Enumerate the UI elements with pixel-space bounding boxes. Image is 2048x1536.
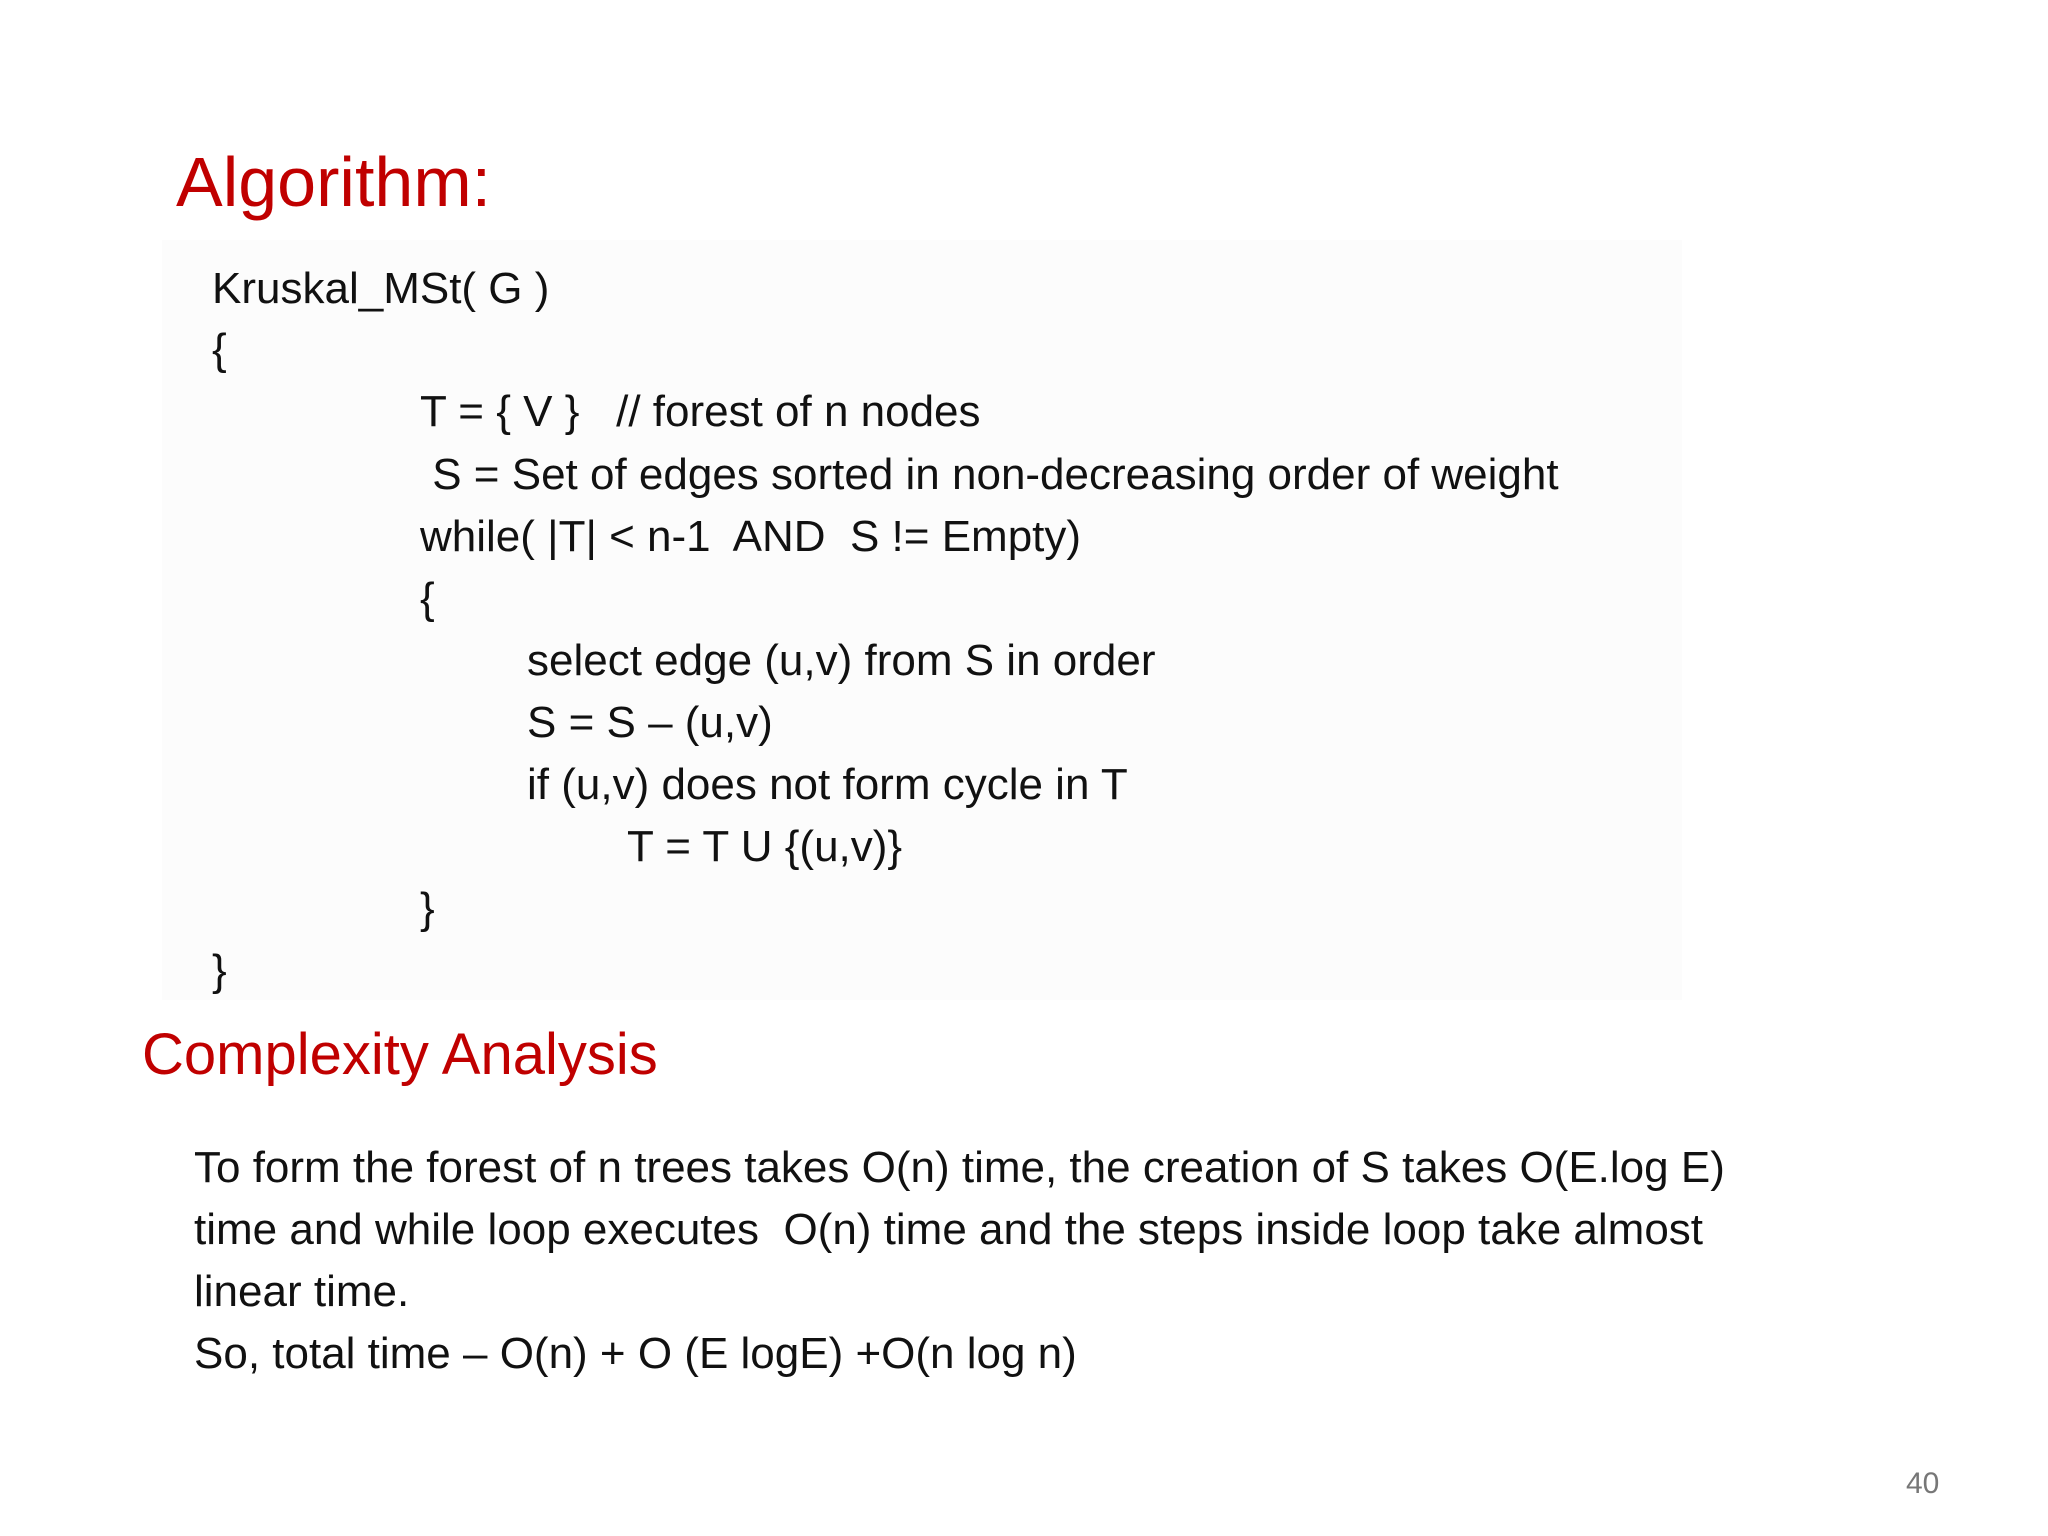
- code-line: Kruskal_MSt( G ): [212, 264, 550, 313]
- complexity-heading: Complexity Analysis: [142, 1022, 658, 1087]
- page-number: 40: [1906, 1467, 1940, 1500]
- code-line: T = { V } // forest of n nodes: [420, 387, 981, 436]
- analysis-line: linear time.: [194, 1267, 410, 1316]
- code-line: {: [420, 574, 435, 623]
- code-line: }: [212, 946, 227, 995]
- code-line: {: [212, 325, 227, 374]
- analysis-line: So, total time – O(n) + O (E logE) +O(n log n): [194, 1329, 1077, 1378]
- analysis-line: time and while loop executes O(n) time and the steps inside loop take almost: [194, 1205, 1704, 1254]
- code-line: }: [420, 884, 435, 933]
- code-line: while( |T| < n-1 AND S != Empty): [420, 512, 1082, 561]
- algorithm-code-block: [162, 240, 1682, 1000]
- code-line: T = T U {(u,v)}: [627, 822, 903, 871]
- code-line: S = Set of edges sorted in non-decreasing order of weight: [420, 450, 1559, 499]
- code-line: select edge (u,v) from S in order: [527, 636, 1156, 685]
- slide-title: Algorithm:: [176, 143, 492, 221]
- code-line: S = S – (u,v): [527, 698, 773, 747]
- code-line: if (u,v) does not form cycle in T: [527, 760, 1128, 809]
- analysis-line: To form the forest of n trees takes O(n) time, the creation of S takes O(E.log E): [194, 1143, 1725, 1192]
